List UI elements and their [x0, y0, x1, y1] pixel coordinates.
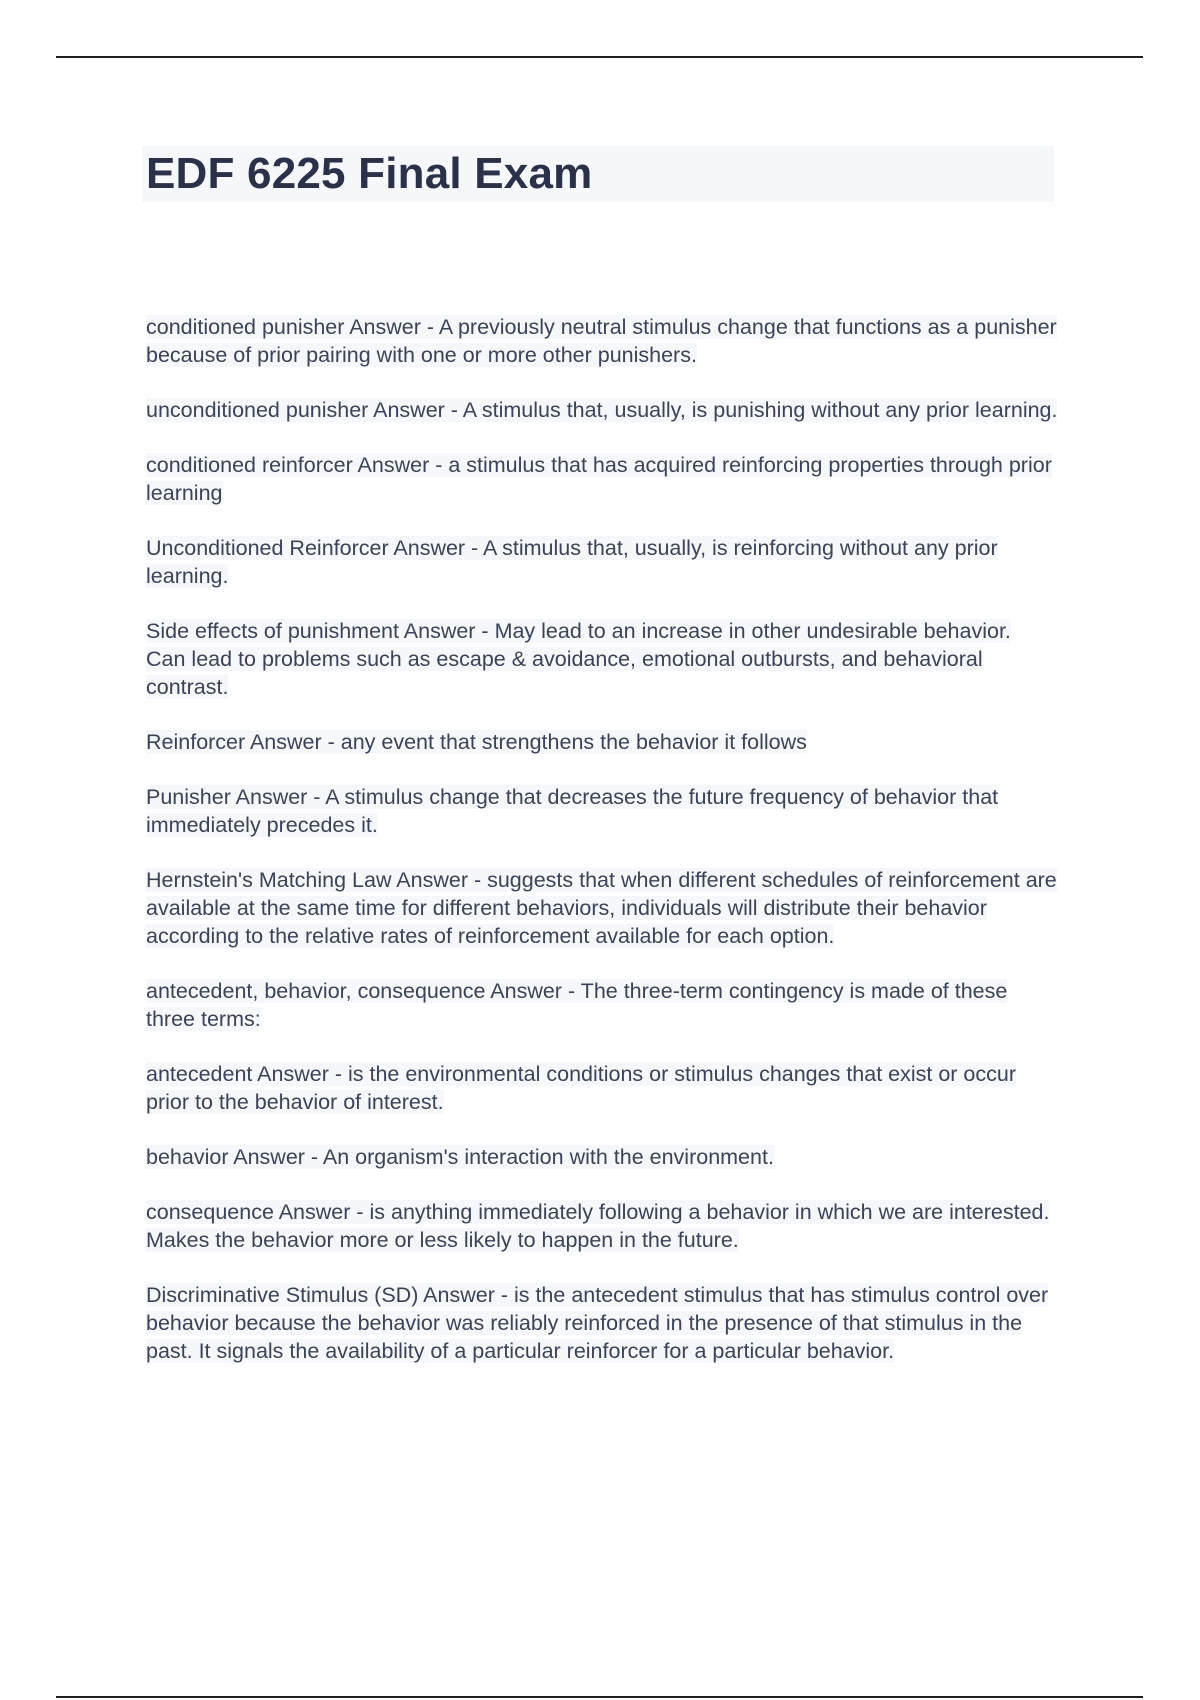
flashcard-entry	[146, 1281, 1058, 1365]
flashcard-text: Discriminative Stimulus (SD) Answer - is the antecedent stimulus that has stimulus control over behavior because the behavior was reliably reinforced in the presence of that stimulus in the past. It signals the availability of a particular reinforcer for a particular behavior.	[146, 1283, 1049, 1363]
flashcard-text: unconditioned punisher Answer - A stimulus that, usually, is punishing without any prior learning.	[146, 398, 1058, 422]
flashcard-text: antecedent, behavior, consequence Answer - The three-term contingency is made of these three terms:	[146, 979, 1008, 1031]
flashcard-entry	[146, 728, 1058, 756]
flashcard-text: Punisher Answer - A stimulus change that decreases the future frequency of behavior that immediately precedes it.	[146, 785, 999, 837]
flashcard-text: Side effects of punishment Answer - May lead to an increase in other undesirable behavior. Can lead to problems such as escape & avoidance, emotional outbursts, and behavioral contrast.	[146, 619, 1011, 699]
flashcard-entry	[146, 1198, 1058, 1254]
flashcard-text: consequence Answer - is anything immediately following a behavior in which we are interested. Makes the behavior more or less likely to happen in the future.	[146, 1200, 1050, 1252]
flashcard-entry	[146, 1060, 1058, 1116]
bottom-divider	[56, 1696, 1143, 1698]
flashcard-text: Unconditioned Reinforcer Answer - A stimulus that, usually, is reinforcing without any prior learning.	[146, 536, 998, 588]
top-divider	[56, 56, 1143, 58]
flashcard-entry	[146, 617, 1058, 701]
flashcard-entry	[146, 783, 1058, 839]
flashcard-list	[146, 313, 1058, 1392]
flashcard-entry	[146, 313, 1058, 369]
flashcard-text: antecedent Answer - is the environmental conditions or stimulus changes that exist or occur prior to the behavior of interest.	[146, 1062, 1017, 1114]
document-title: EDF 6225 Final Exam	[146, 149, 593, 198]
flashcard-entry	[146, 1143, 1058, 1171]
flashcard-text: Hernstein's Matching Law Answer - suggests that when different schedules of reinforcement are available at the same time for different behaviors, individuals will distribute their behavior according to the relative rates of reinforcement available for each option.	[146, 868, 1057, 948]
flashcard-entry	[146, 977, 1058, 1033]
flashcard-text: Reinforcer Answer - any event that strengthens the behavior it follows	[146, 730, 807, 754]
flashcard-entry	[146, 866, 1058, 950]
flashcard-entry	[146, 396, 1058, 424]
flashcard-entry	[146, 534, 1058, 590]
flashcard-text: conditioned reinforcer Answer - a stimulus that has acquired reinforcing properties through prior learning	[146, 453, 1052, 505]
flashcard-text: conditioned punisher Answer - A previously neutral stimulus change that functions as a punisher because of prior pairing with one or more other punishers.	[146, 315, 1057, 367]
flashcard-text: behavior Answer - An organism's interaction with the environment.	[146, 1145, 774, 1169]
flashcard-entry	[146, 451, 1058, 507]
